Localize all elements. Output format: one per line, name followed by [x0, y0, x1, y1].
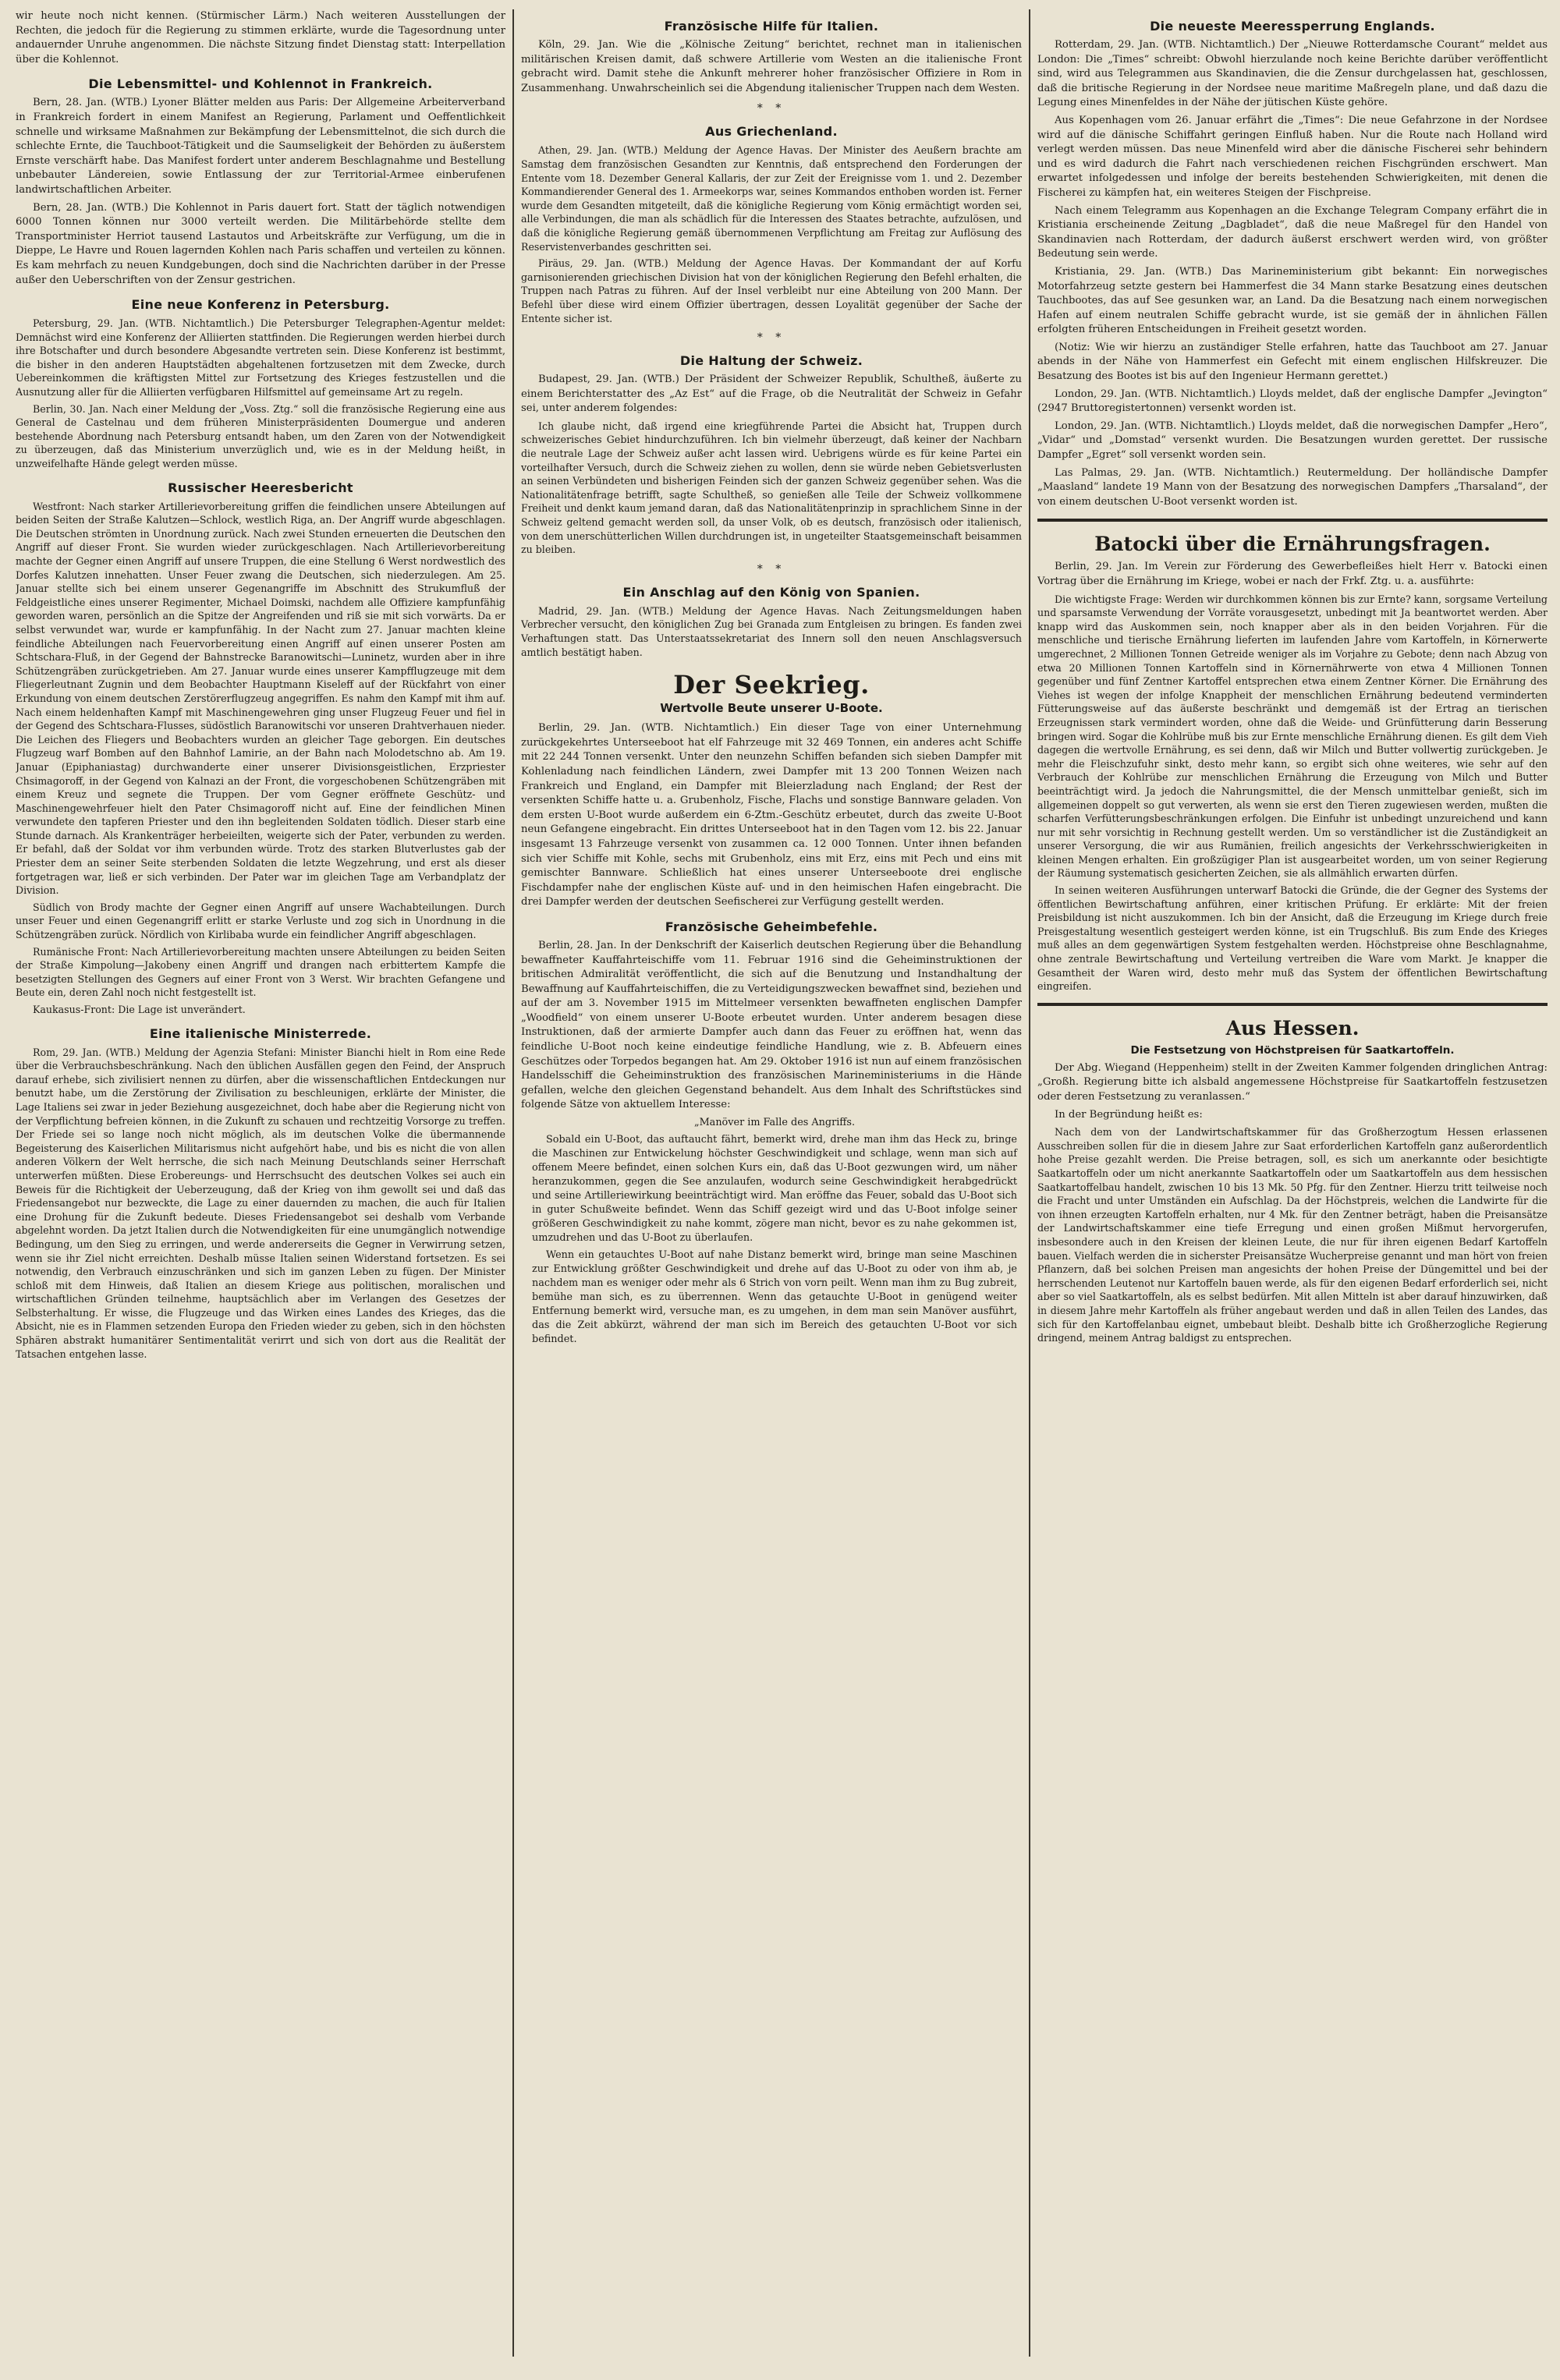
article-text: Berlin, 29. Jan. Im Verein zur Förderung des Gewerbefleißes hielt Herr v. Batocki einen Vortrag über die Ernährung im Kriege, wobei er nach der Frkf. Ztg. u. a. ausführte: — [1037, 561, 1548, 587]
article-text: Aus Kopenhagen vom 26. Januar erfährt die „Times“: Die neue Gefahrzone in der Nordsee wird auf die dänische Schiffahrt geringen Einfluß haben. Nur die Route nach Holland wird verlegt werden müssen. Das neue Minenfeld wird aber die dänische Fischerei sehr behindern und es wird dadurch die Fahrt nach verschiedenen reichen Fischgründen erschwert. Man erwartet infolgedessen und infolge der bereits bestehenden Schwierigkeiten, mit denen die Fischerei zu kämpfen hat, ein weiteres Steigen der Fischpreise. — [1037, 114, 1548, 199]
article-text: Berlin, 28. Jan. In der Denkschrift der Kaiserlich deutschen Regierung über die Behandlung bewaffneter Kauffahrteischiffe vom 11. Februar 1916 sind die Geheiminstruktionen der britischen Admiralität veröffentlicht, die sich auf die Benutzung und Instandhaltung der Bewaffnung auf Kauffahrteischiffen, die zu Verteidigungszwecken bewaffnet sind, beziehen und auf der am 3. November 1915 im Mittelmeer versenkten bewaffneten englischen Dampfer „Woodfield“ von einem unserer U-Boote erbeutet wurden. Unter anderem besagen diese Instruktionen, daß der armierte Dampfer auch dann das Feuer zu eröffnen hat, wenn das feindliche U-Boot noch keine eindeutige feindliche Handlung, wie z. B. Abfeuern eines Geschützes oder Torpedos begangen hat. Am 29. Oktober 1916 ist nun auf einem französischen Handelsschiff die Geheiminstruktion des französischen Marineministeriums in die Hände gefallen, welche den gleichen Gegenstand behandelt. Aus dem Inhalt des Schriftstückes sind folgende Sätze von aktuellem Interesse: — [521, 939, 1022, 1111]
headline-italienische-ministerrede: Eine italienische Ministerrede. — [149, 1025, 372, 1041]
article-text: Budapest, 29. Jan. (WTB.) Der Präsident der Schweizer Republik, Schultheß, äußerte zu einem Berichterstatter des „Az Est“ auf die Frage, ob die Neutralität der Schweiz in Gefahr sei, unter anderem folgendes: — [521, 374, 1022, 415]
headline-konferenz-petersburg: Eine neue Konferenz in Petersburg. — [131, 297, 390, 313]
article-text: Berlin, 29. Jan. (WTB. Nichtamtlich.) Ein dieser Tage von einer Unternehmung zurückgekehrtes Unterseeboot hat elf Fahrzeuge mit 32 469 Tonnen, ein anderes acht Schiffe mit 22 244 Tonnen versenkt. Unter den neunzehn Schiffen befanden sich sieben Dampfer mit Kohlenladung nach feindlichen Ländern, zwei Dampfer mit 13 200 Tonnen Weizen nach Frankreich und England, ein Dampfer mit Bleierzladung nach England; der Rest der versenkten Schiffe hatte u. a. Grubenholz, Fische, Flachs und sonstige Bannware geladen. Von dem ersten U-Boot wurde außerdem ein 6-Ztm.-Geschütz erbeutet, durch das zweite U-Boot neun Gefangene eingebracht. Ein drittes Unterseeboot hat in den Tagen vom 12. bis 22. Januar insgesamt 13 Fahrzeuge versenkt von zusammen ca. 12 000 Tonnen. Unter ihnen befanden sich vier Schiffe mit Kohle, sechs mit Grubenholz, eins mit Erz, eins mit Pech und eins mit gemischter Bannware. Schließlich hat eines unserer Unterseeboote drei englische Fischdampfer nahe der englischen Küste auf- und in den heimischen Hafen eingebracht. Die drei Dampfer werden der deutschen Seefischerei zur Verfügung gestellt werden. — [521, 722, 1022, 908]
headline-lebensmittelnot: Die Lebensmittel- und Kohlennot in Frankreich. — [88, 76, 433, 92]
headline-seekrieg: Der Seekrieg. — [673, 670, 870, 700]
separator-stars: * * — [757, 562, 786, 576]
article-text: Athen, 29. Jan. (WTB.) Meldung der Agence Havas. Der Minister des Aeußern brachte am Samstag dem französischen Gesandten zur Kenntnis, daß entsprechend den Forderungen der Entente vom 18. Dezember General Kallaris, der zur Zeit der Ereignisse vom 1. und 2. Dezember Kommandierender General des 1. Armeekorps war, seines Kommandos enthoben worden ist. Ferner wurde dem Gesandten mitgeteilt, daß die königliche Regierung vom König ermächtigt worden sei, alle Verbindungen, die man als schädlich für die Interessen des Staates betrachte, aufzulösen, und daß die königliche Regierung gemäß übernommenen Verpflichtung am Freitag zur Auflösung des Reservistenverbandes geschritten sei. — [521, 144, 1022, 253]
article-text: In seinen weiteren Ausführungen unterwarf Batocki die Gründe, die der Gegner des Systems der öffentlichen Bewirtschaftung anführen, einer kritischen Prüfung. Er erklärte: Mit der freien Preisbildung ist nicht auszukommen. Ich bin der Ansicht, daß die Erzeugung im Kriege durch freie Preisgestaltung wesentlich gesteigert werden könne, ist ein Trugschluß. Bis zum Ende des Krieges muß alles an dem gegenwärtigen System festgehalten werden. Höchstpreise ohne Beschlagnahme, ohne zentrale Bewirtschaftung und Verteilung vertreiben die Ware vom Markt. Je knapper die Gesamtheit der Waren wird, desto mehr muß das System der öffentlichen Bewirtschaftung eingreifen. — [1037, 884, 1548, 993]
column-divider — [512, 9, 514, 2357]
article-text: Westfront: Nach starker Artillerievorbereitung griffen die feindlichen unsere Abteilungen auf beiden Seiten der Straße Kalutzen—Schlock, westlich Riga, an. Der Angriff wurde abgeschlagen. Die Deutschen strömten in Unordnung zurück. Nach zwei Stunden erneuerten die Deutschen den Angriff auf dieser Front. Sie wurden wieder zurückgeschlagen. Nach Artillerievorbereitung machte der Gegner einen Angriff auf unsere Truppen, die eine Stellung 6 Werst nordwestlich des Dorfes Kalutzen innehatten. Unser Feuer zwang die Deutschen, sich niederzulegen. Am 25. Januar stellte sich bei einem unserer Gegenangriffe im Abschnitt des Strukumfluß der Feldgeistliche eines unserer Regimenter, Michael Doimski, nachdem alle Offiziere kampfunfähig geworden waren, persönlich an die Spitze der Angreifenden und riß sie mit sich vorwärts. Da er selbst verwundet war, wurde er kampfunfähig. In der Nacht zum 27. Januar machten kleine feindliche Abteilungen nach Feuervorbereitung einen Angriff auf einen unserer Posten am Schtschara-Fluß, in der Gegend der Bahnstrecke Baranowitschi—Luninetz, wurden aber in ihre Schützengräben zurückgetrieben. Am 27. Januar wurde eines unserer Kampfflugzeuge mit dem Fliegerleutnant Zugnin und dem Beobachter Hauptmann Kiseleff auf der Rückfahrt von einer Erkundung von einem deutschen Zerstörerflugzeug angegriffen. Es nahm den Kampf mit ihm auf. Nach einem heldenhaften Kampf mit Maschinengewehren ging unser Flugzeug Feuer und fiel in der Gegend des Schtschara-Flusses, südöstlich Baranowitschi vor unseren Drahtverhauen nieder. Die Leichen des Fliegers und Beobachters wurden an gleicher Tage geborgen. Ein deutsches Flugzeug warf Bomben auf den Bahnhof Lamirie, an der Bahn nach Molodetschno ab. Am 19. Januar (Epiphaniastag) durchwanderte einer unserer Divisionsgeistlichen, Erzpriester Chsimagoroff, in der Gegend von Kalnazi an der Front, die vorgeschobenen Schützengräben mit einem Kreuz und segnete die Truppen. Der vom Gegner eröffnete Geschütz- und Maschinengewehrfeuer hielt den Pater Chsimagoroff nicht auf. Eine der feindlichen Minen verwundete den tapferen Priester und den ihn begleitenden Soldaten tödlich. Dieser starb eine Stunde darnach. Als Krankenträger herbeieilten, weigerte sich der Pater, verbunden zu werden. Er befahl, daß der Soldat vor ihm verbunden würde. Trotz des starken Blutverlustes gab der Priester dem an seiner Seite sterbenden Soldaten die letzte Wegzehrung, und erst als dieser fortgetragen war, ließ er sich verbinden. Der Pater war im gleichen Tage am Verbandplatz der Division. — [16, 500, 505, 897]
section-rule — [1037, 519, 1548, 522]
article-text: Piräus, 29. Jan. (WTB.) Meldung der Agence Havas. Der Kommandant der auf Korfu garnisonierenden griechischen Division hat von der königlichen Regierung den Befehl erhalten, die Truppen nach Patras zu führen. Auf der Insel verbleibt nur eine Abteilung von 200 Mann. Der Befehl über diese wird einem Offizier übertragen, dessen Loyalität gegenüber der Sache der Entente sicher ist. — [521, 257, 1022, 324]
article-text: Rotterdam, 29. Jan. (WTB. Nichtamtlich.) Der „Nieuwe Rotterdamsche Courant“ meldet aus London: Die „Times“ schreibt: Obwohl hierzulande noch keine Berichte darüber veröffentlicht sind, wird aus Telegrammen aus Skandinavien, die die Zensur durchgelassen hat, geschlossen, daß die britische Regierung in der Nordsee neue maritime Maßregeln plane, und daß dazu die Legung eines Minenfeldes in der Nähe der jütischen Küste gehöre. — [1037, 39, 1548, 109]
article-text: Las Palmas, 29. Jan. (WTB. Nichtamtlich.) Reutermeldung. Der holländische Dampfer „Maasland“ landete 19 Mann von der Besatzung des norwegischen Dampfers „Tharsaland“, der von einem deutschen U-Boot versenkt worden ist. — [1037, 466, 1548, 508]
article-text: Kristiania, 29. Jan. (WTB.) Das Marineministerium gibt bekannt: Ein norwegisches Motorfahrzeug setzte gestern bei Hammerfest die 34 Mann starke Besatzung eines deutschen Tauchbootes, das auf See gesunken war, an Land. Da die Besatzung nach einem norwegischen Hafen auf einem neutralen Schiffe gebracht wurde, ist sie gemäß der in ähnlichen Fällen erfolgten früheren Entscheidungen in Freiheit gesetzt worden. — [1037, 265, 1548, 336]
newspaper-page — [16, 9, 1548, 2357]
section-rule — [1037, 1003, 1548, 1006]
quote-text: Sobald ein U-Boot, das auftaucht fährt, bemerkt wird, drehe man ihm das Heck zu, bringe die Maschinen zur Entwickelung höchster Geschwindigkeit und schlage, wenn man sich auf offenem Meere befindet, einen solchen Kurs ein, daß das U-Boot gezwungen wird, um näher heranzukommen, gegen die See anzulaufen, wodurch seine Geschwindigkeit herabgedrückt und seine Artilleriewirkung beeinträchtigt wird. Man eröffne das Feuer, sobald das U-Boot sich in guter Schußweite befindet. Wenn das Schiff gezeigt wird und das U-Boot infolge seiner größeren Geschwindigkeit zu nahe kommt, zögere man nicht, bevor es zu nahe gekommen ist, umzudrehen und das U-Boot zu überlaufen. — [532, 1134, 1017, 1245]
headline-russischer-heeresbericht: Russischer Heeresbericht — [168, 480, 353, 495]
headline-batocki: Batocki über die Ernährungsfragen. — [1094, 533, 1491, 556]
article-text: Bern, 28. Jan. (WTB.) Lyoner Blätter melden aus Paris: Der Allgemeine Arbeiterverband in Frankreich fordert in einem Manifest an Regierung, Parlament und Oeffentlichkeit schnelle und wirksame Maßnahmen zur Bekämpfung der Lebensmittelnot, die sich durch die schlechte Ernte, die Tauchboot-Tätigkeit und die Saumseligkeit der Behörden zu äußerstem Ernste verschärft habe. Das Manifest fordert unter anderem Beschlagnahme und Bestellung unbebauter Ländereien, sowie Entlassung der zur Territorial-Armee einberufenen landwirtschaftlichen Arbeiter. — [16, 97, 505, 196]
article-text: (Notiz: Wie wir hierzu an zuständiger Stelle erfahren, hatte das Tauchboot am 27. Januar abends in der Nähe von Hammerfest ein Gefecht mit einem englischen Hilfskreuzer. Die Besatzung des Bootes ist bis auf den Ingenieur Hermann gerettet.) — [1037, 341, 1548, 383]
headline-meeressperrung: Die neueste Meeressperrung Englands. — [1150, 19, 1435, 34]
article-text: Rom, 29. Jan. (WTB.) Meldung der Agenzia Stefani: Minister Bianchi hielt in Rom eine Rede über die Verbrauchsbeschränkung. Nach den üblichen Ausfällen gegen den Feind, der Anspruch darauf erhebe, sich zivilisiert nennen zu dürfen, aber die wissenschaftlichen Entdeckungen nur benutzt habe, um die Zerstörung der Zivilisation zu beschleunigen, erklärte der Minister, die Lage Italiens sei zwar in jeder Beziehung ausgezeichnet, doch habe aber die Regierung nicht von der Verpflichtung befreien können, in die Zukunft zu schauen und rechtzeitig Vorsorge zu treffen. Der Friede sei so lange noch nicht möglich, als im deutschen Volke die übermannende Begeisterung des Kaiserlichen Militarismus nicht aufgehört habe, und bis es nicht die von allen anderen Völkern der Welt herrsche, die sich nach Meinung Deutschlands seiner Herrschaft unterwerfen müßten. Diese Erobereungs- und Herrschsucht des deutschen Volkes sei auch ein Beweis für die Richtigkeit der Ueberzeugung, daß der Krieg von ihm gewollt sei und daß das Friedensangebot nur bezweckte, die Lage zu einer dauernden zu machen, die auch für Italien eine Drohung für die Zukunft bedeute. Dieses Friedensangebot sei deshalb vom Verbande abgelehnt worden. Da jetzt Italien durch die Notwendigkeiten für eine unumgänglich notwendige Bedingung, um den Sieg zu erringen, und werde andererseits die Gegner in Verwirrung setzen, wenn sie ihr Ziel nicht erreichten. Deshalb müsse Italien seinen Widerstand fortsetzen. Es sei notwendig, den Verbrauch einzuschränken und sich im ganzen Leben zu fügen. Der Minister schloß mit dem Hinweis, daß Italien an diesem Kriege aus politischen, moralischen und wirtschaftlichen Gründen teilnehme, hauptsächlich aber im Verlangen des Gesetzes der Selbsterhaltung. Er wisse, die Flugzeuge und das Wirken eines Landes des Krieges, das die Absicht, nie es in Flammen setzenden Europa den Frieden wieder zu geben, sich in den höchsten Sphären abstrakt humanitärer Sentimentalität verirrt und sich von dort aus die Realität der Tatsachen entgehen lasse. — [16, 1046, 505, 1360]
article-text: Nach einem Telegramm aus Kopenhagen an die Exchange Telegram Company erfährt die in Kristiania erscheinende Zeitung „Dagbladet“, daß die neue Maßregel für den Handel von Skandinavien nach Rotterdam, der dadurch äußerst erschwert werden wird, von größter Bedeutung sein werde. — [1037, 204, 1548, 260]
subheadline-saatkartoffeln: Die Festsetzung von Höchstpreisen für Saatkartoffeln. — [1130, 1043, 1455, 1057]
quote-heading: „Manöver im Falle des Angriffs. — [693, 1117, 856, 1129]
article-text: Madrid, 29. Jan. (WTB.) Meldung der Agence Havas. Nach Zeitungsmeldungen haben Verbrecher versucht, den königlichen Zug bei Granada zum Entgleisen zu bringen. Es fanden zwei Verhaftungen statt. Das Unterstaatssekretariat des Innern soll den neuen Anschlagsversuch amtlich bestätigt haben. — [521, 604, 1022, 658]
article-text: Ich glaube nicht, daß irgend eine kriegführende Partei die Absicht hat, Truppen durch schweizerisches Gebiet hindurchzuführen. Ich bin vielmehr überzeugt, daß keiner der Nachbarn die neutrale Lage der Schweiz außer acht lassen wird. Uebrigens würde es für keine Partei ein vorteilhafter Versuch, durch die Schweiz ziehen zu wollen, denn sie würde neben Gebietsverlusten an seinen Verbündeten und bisherigen Feinden sich der ganzen Schweiz gegenüber sehen. Was die Nationalitätenfrage betrifft, sagte Schultheß, so genießen alle Teile der Schweiz vollkommene Freiheit und denkt kaum jemand daran, daß das Nationalitätenprinzip in sprachlichem Sinne in der Schweiz geltend gemacht werden soll, da unser Volk, ob es deutsch, französisch oder italienisch, von dem unerschütterlichen Willen durchdrungen ist, in ungeteilter Staatsgemeinschaft beisammen zu bleiben. — [521, 420, 1022, 556]
article-text: wir heute noch nicht kennen. (Stürmischer Lärm.) Nach weiteren Ausstellungen der Rechten, die jedoch für die Regierung zu stimmen erklärte, wurde die Tagesordnung unter andauernder Unruhe angenommen. Die nächste Sitzung findet Dienstag statt: Interpellation über die Kohlennot. — [16, 10, 505, 66]
headline-griechenland: Aus Griechenland. — [705, 124, 838, 140]
headline-hilfe-italien: Französische Hilfe für Italien. — [664, 19, 879, 34]
column-divider — [1029, 9, 1030, 2357]
article-text: Kaukasus-Front: Die Lage ist unverändert. — [33, 1004, 246, 1015]
article-text: Rumänische Front: Nach Artillerievorbereitung machten unsere Abteilungen zu beiden Seiten der Straße Kimpolung—Jakobeny einen Angriff und drangen nach erbittertem Kampfe die besetzigten Stellungen des Gegners auf einer Front von 3 Werst. Wir brachten Gefangene und Beute ein, deren Zahl noch nicht festgestellt ist. — [16, 945, 505, 999]
article-text: London, 29. Jan. (WTB. Nichtamtlich.) Lloyds meldet, daß die norwegischen Dampfer „Hero“, „Vidar“ und „Domstad“ versenkt wurden. Die Besatzungen wurden gerettet. Der russische Dampfer „Egret“ soll versenkt worden sein. — [1037, 420, 1548, 462]
headline-anschlag-spanien: Ein Anschlag auf den König von Spanien. — [622, 584, 920, 600]
article-text: In der Begründung heißt es: — [1055, 1108, 1203, 1121]
column-2 — [521, 9, 1022, 2357]
article-text: Köln, 29. Jan. Wie die „Kölnische Zeitung“ berichtet, rechnet man in italienischen militärischen Kreisen damit, daß schwere Artillerie vom Westen an die italienische Front gebracht wird. Damit stehe die Ankunft mehrerer hoher französischer Offiziere in Rom in Zusammenhang. Unwahrscheinlich sei die Abgendung italienischer Truppen nach dem Westen. — [521, 39, 1022, 94]
subheadline-beute: Wertvolle Beute unserer U-Boote. — [660, 701, 883, 716]
article-text: Bern, 28. Jan. (WTB.) Die Kohlennot in Paris dauert fort. Statt der täglich notwendigen 6000 Tonnen können nur 3000 verteilt werden. Die Militärbehörde stellte dem Transportminister Herriot tausend Lastautos und Arbeitskräfte zur Verfügung, um die in Dieppe, Le Havre und Rouen lagernden Kohlen nach Paris schaffen und verteilen zu können. Es kam mehrfach zu neuen Kundgebungen, doch sind die Nachrichten darüber in der Presse außer den Ueberschriften von der Zensur gestrichen. — [16, 201, 505, 286]
article-text: London, 29. Jan. (WTB. Nichtamtlich.) Lloyds meldet, daß der englische Dampfer „Jevington“ (2947 Bruttoregistertonnen) versenkt worden ist. — [1037, 388, 1548, 415]
article-text: Petersburg, 29. Jan. (WTB. Nichtamtlich.) Die Petersburger Telegraphen-Agentur meldet: Demnächst wird eine Konferenz der Alliierten stattfinden. Die Regierungen werden hierbei durch ihre Botschafter und durch besondere Abgesandte vertreten sein. Diese Konferenz ist bestimmt, die bisher in den anderen Hauptstädten abgehaltenen fortzusetzen mit dem Zwecke, durch Uebereinkommen die kräftigsten Mittel zur Fortsetzung des Krieges festzustellen und die Ausnutzung aller für die Alliierten verfügbaren Hilfsmittel auf gemeinsame Art zu regeln. — [16, 317, 505, 398]
separator-stars: * * — [757, 331, 786, 345]
article-text: Die wichtigste Frage: Werden wir durchkommen können bis zur Ernte? kann, sorgsame Verteilung und sparsamste Verwendung der Vorräte vorausgesetzt, unbedingt mit Ja beantwortet werden. Aber knapp wird das Auskommen sein, noch knapper aber als in den beiden Vorjahren. Für die menschliche und tierische Ernährung lieferten im laufenden Jahre vom Kartoffeln, in Körnerwerte umgerechnet, 2 Millionen Tonnen Getreide weniger als im Vorjahre zu Gebote; denn nach Abzug von etwa 20 Millionen Tonnen Kartoffeln sind in Körnernährwerte von etwa 4 Millionen Tonnen gegenüber und fünf Zentner Kartoffel entsprechen etwa einem Zentner Körner. Die Ernährung des Viehes ist wegen der infolge Knappheit der menschlichen Ernährung bedeutend verminderten Fütterungsweise auf das äußerste beschränkt und demgemäß ist der Ertrag an tierischen Erzeugnissen stark vermindert worden, ohne daß die Weide- und Grünfütterung darin Besserung bringen wird. Sogar die Kohlrübe muß bis zur Ernte menschliche Ernährung dienen. Es gilt dem Vieh dagegen die wertvolle Ernährung, es sei denn, daß wir Milch und Butter vollwertig zurückgeben. Je mehr die Fleischzufuhr sinkt, desto mehr kann, so ergibt sich ohne weiteres, wie sehr auf den Verbrauch der Kohlrübe zur menschlichen Ernährung die Erzeugung von Milch und Butter beeinträchtigt wird. Ja jedoch die Nahrungsmittel, die der Mensch unmittelbar genießt, sich im allgemeinen doppelt so gut verwerten, als wenn sie erst den Tieren zugewiesen werden, mußten die scharfen Verfütterungsbeschränkungen erfolgen. Die Einfuhr ist unbedingt unzureichend und kann nur mit sehr vorsichtig in Rechnung gestellt werden. Um so verständlicher ist die Zuständigkeit an unserer Versorgung, die wir aus Rumänien, freilich angesichts der Verkehrsschwierigkeiten in kleinen Mengen erhalten. Ein großzügiger Plan ist ausgearbeitet worden, um von seiner Regierung der Räumung systematisch gesicherten Zeichen, sie als allmählich erwarten dürfen. — [1037, 593, 1548, 880]
quote-text: Wenn ein getauchtes U-Boot auf nahe Distanz bemerkt wird, bringe man seine Maschinen zur Entwicklung größter Geschwindigkeit und drehe auf das U-Boot zu oder von ihm ab, je nachdem man es weniger oder mehr als 6 Strich von vorn peilt. Wenn man ihm zu Bug zubreit, bemühe man sich, es zu überrennen. Wenn das getauchte U-Boot in genügend weiter Entfernung bemerkt wird, versuche man, es zu umgehen, in dem man sein Manöver ausführt, das die Zeit abkürzt, während der man sich im Bereich des getauchten U-Boot vor sich befindet. — [532, 1249, 1017, 1346]
separator-stars: * * — [757, 102, 786, 115]
article-text: Berlin, 30. Jan. Nach einer Meldung der „Voss. Ztg.“ soll die französische Regierung eine aus General de Castelnau und dem früheren Ministerpräsidenten Doumergue und anderen bestehende Abordnung nach Petersburg entsandt haben, um den Zaren von der Notwendigkeit zu überzeugen, daß das Ministerium unverzüglich und, wie es in der Meldung heißt, in unzweifelhafte Hände gelegt werden müsse. — [16, 402, 505, 470]
headline-geheimbefehle: Französische Geheimbefehle. — [665, 919, 878, 934]
article-text: Südlich von Brody machte der Gegner einen Angriff auf unsere Wachabteilungen. Durch unser Feuer und einen Gegenangriff erlitt er starke Verluste und zog sich in Unordnung in die Schützengräben zurück. Nördlich von Kirlibaba wurde ein feindlicher Angriff abgeschlagen. — [16, 901, 505, 941]
headline-hessen: Aus Hessen. — [1225, 1016, 1360, 1039]
article-text: Nach dem von der Landwirtschaftskammer für das Großherzogtum Hessen erlassenen Ausschreiben sollen für die in diesem Jahre zur Saat erforderlichen Kartoffeln ganz außerordentlich hohe Preise gezahlt werden. Die Preise betragen, soll, es sich um anerkannte oder besichtigte Saatkartoffeln oder um nicht anerkannte Saatkartoffeln oder um Saatkartoffeln aus dem hessischen Saatkartoffelbau handelt, zwischen 10 bis 13 Mk. 50 Pfg. für den Zentner. Hierzu tritt teilweise noch die Fracht und unter Umständen ein Aufschlag. Da der Höchstpreis, welchen die Landwirte für die von ihnen erzeugten Kartoffeln erhalten, nur 4 Mk. für den Zentner beträgt, haben die Preisansätze der Landwirtschaftskammer eine tiefe Erregung und einen großen Mißmut hervorgerufen, insbesondere auch in den Kreisen der kleinen Leute, die nur für ihren eigenen Bedarf Kartoffeln bauen. Vielfach werden die in sicherster Preisansätze Wucherpreise genannt und man hört von freien Pflanzern, daß bei solchen Preisen man angesichts der hohen Preise der Düngemittel und bei der herrschenden Leutenot nur Kartoffeln bauen werde, als für den eigenen Bedarf erforderlich sei, nicht aber so viel Saatkartoffeln, als es selbst bedürfen. Mit allen Mitteln ist aber darauf hinzuwirken, daß in diesem Jahre mehr Kartoffeln als früher angebaut werden und daß in allen Teilen des Landes, das sich für den Kartoffelanbau eignet, umbebaut bleibt. Deshalb bitte ich Großherzogliche Regierung dringend, meinem Antrag baldigst zu entsprechen. — [1037, 1126, 1548, 1344]
headline-haltung-schweiz: Die Haltung der Schweiz. — [679, 353, 863, 369]
article-text: Der Abg. Wiegand (Heppenheim) stellt in der Zweiten Kammer folgenden dringlichen Antrag: „Großh. Regierung bitte ich alsbald angemessene Höchstpreise für Saatkartoffeln festzusetzen oder deren Festsetzung zu veranlassen.“ — [1037, 1061, 1548, 1103]
column-3 — [1037, 9, 1548, 2357]
column-1 — [16, 9, 505, 2357]
